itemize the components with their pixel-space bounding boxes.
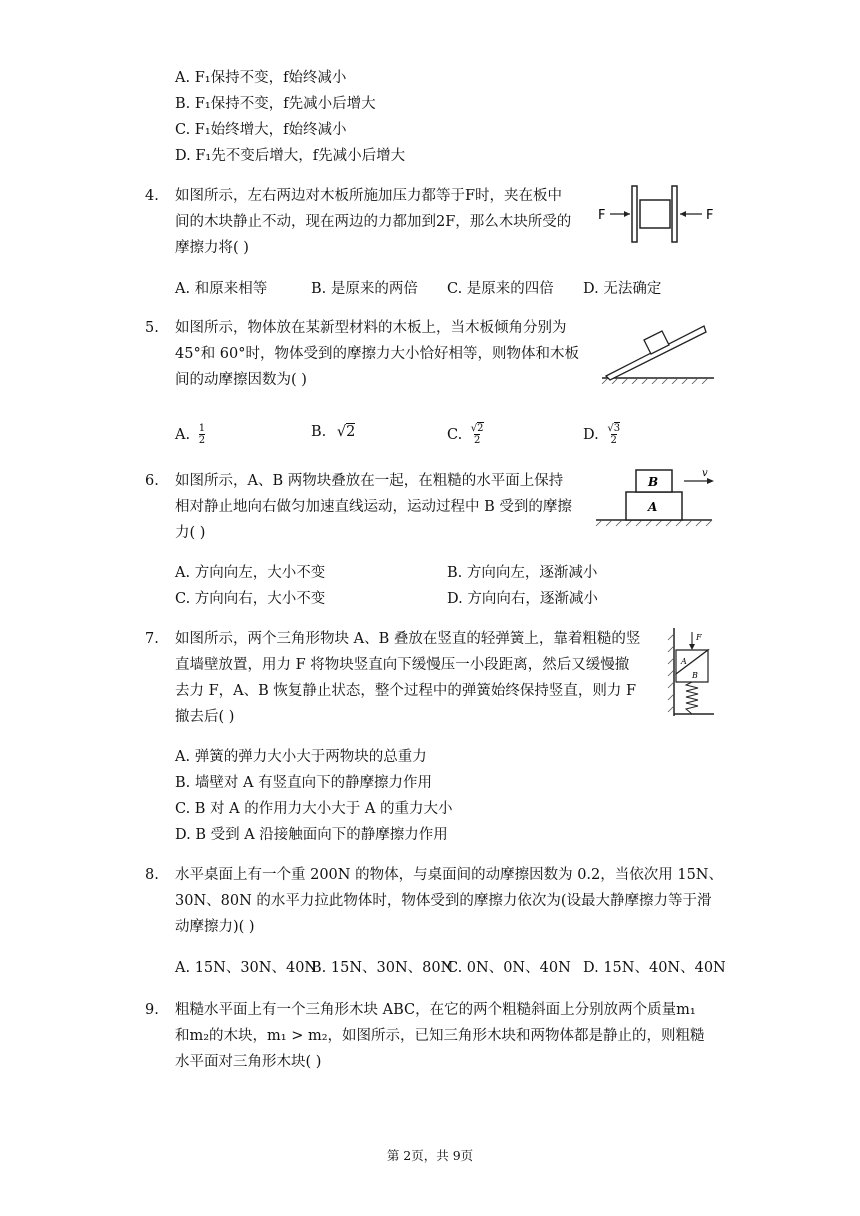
q5-option-c: C. √2 2: [447, 423, 484, 446]
question-text: 相对静止地向右做匀加速直线运动，运动过程中 B 受到的摩擦: [175, 499, 572, 515]
q6-option-d: D. 方向向右，逐渐减小: [447, 591, 598, 607]
clamped-block-figure: [596, 184, 720, 244]
question-text: 摩擦力将( ): [175, 240, 249, 256]
question-text: 间的木块静止不动，现在两边的力都加到2F，那么木块所受的: [175, 214, 572, 230]
q4-option-d: D. 无法确定: [583, 281, 662, 297]
question-number: 7.: [145, 631, 159, 647]
question-text: 和m₂的木块，m₁ > m₂，如图所示，已知三角形木块和两物体都是静止的，则粗糙: [175, 1028, 705, 1044]
question-text: 粗糙水平面上有一个三角形木块 ABC，在它的两个粗糙斜面上分别放两个质量m₁: [175, 1002, 696, 1018]
q8-option-b: B. 15N、30N、80N: [311, 960, 454, 976]
question-text: 撤去后( ): [175, 709, 235, 725]
question-text: 力( ): [175, 525, 206, 541]
question-text: 45°和 60°时，物体受到的摩擦力大小恰好相等，则物体和木板: [175, 346, 580, 362]
force-label: F: [706, 208, 714, 223]
q3-option-a: A. F₁保持不变，f始终减小: [175, 70, 347, 86]
question-number: 4.: [145, 188, 159, 204]
question-number: 5.: [145, 320, 159, 336]
q7-option-b: B. 墙壁对 A 有竖直向下的静摩擦力作用: [175, 775, 433, 791]
block-label-b: B: [648, 475, 659, 489]
q8-option-c: C. 0N、0N、40N: [447, 960, 571, 976]
block-label-a: A: [648, 500, 658, 514]
q8-option-a: A. 15N、30N、40N: [175, 960, 318, 976]
stacked-blocks-figure: [594, 464, 718, 530]
q7-option-c: C. B 对 A 的作用力大小大于 A 的重力大小: [175, 801, 453, 817]
question-text: 水平面对三角形木块( ): [175, 1054, 322, 1070]
question-text: 30N、80N 的水平力拉此物体时，物体受到的摩擦力依次为(设最大静摩擦力等于滑: [175, 893, 712, 909]
force-label: F: [598, 208, 606, 223]
q6-option-b: B. 方向向左，逐渐减小: [447, 565, 598, 581]
q7-option-a: A. 弹簧的弹力大小大于两物块的总重力: [175, 749, 427, 765]
question-text: 水平桌面上有一个重 200N 的物体，与桌面间的动摩擦因数为 0.2，当依次用 15N、: [175, 867, 723, 883]
q6-option-c: C. 方向向右，大小不变: [175, 591, 326, 607]
incline-figure: [600, 314, 718, 384]
q4-option-c: C. 是原来的四倍: [447, 281, 554, 297]
question-text: 动摩擦力)( ): [175, 919, 255, 935]
question-number: 8.: [145, 867, 159, 883]
q7-option-d: D. B 受到 A 沿接触面向下的静摩擦力作用: [175, 827, 448, 843]
block-label-a: A: [681, 657, 687, 666]
question-number: 9.: [145, 1002, 159, 1018]
q4-option-b: B. 是原来的两倍: [311, 281, 418, 297]
q3-option-b: B. F₁保持不变，f先减小后增大: [175, 96, 376, 112]
question-text: 间的动摩擦因数为( ): [175, 372, 307, 388]
question-text: 如图所示，A、B 两物块叠放在一起，在粗糙的水平面上保持: [175, 473, 564, 489]
question-text: 去力 F，A、B 恢复静止状态，整个过程中的弹簧始终保持竖直，则力 F: [175, 683, 637, 699]
velocity-label: v: [702, 468, 708, 479]
block-label-b: B: [692, 671, 698, 680]
question-text: 如图所示，左右两边对木板所施加压力都等于F时，夹在板中: [175, 188, 563, 204]
spring-wall-figure: [664, 626, 716, 718]
q3-option-c: C. F₁始终增大，f始终减小: [175, 122, 347, 138]
q8-option-d: D. 15N、40N、40N: [583, 960, 726, 976]
question-text: 直墙壁放置，用力 F 将物块竖直向下缓慢压一小段距离，然后又缓慢撤: [175, 657, 630, 673]
q5-option-b: B. √2: [311, 424, 356, 440]
force-label: F: [696, 633, 702, 642]
q6-option-a: A. 方向向左，大小不变: [175, 565, 326, 581]
page-footer: 第 2页，共 9页: [386, 1148, 474, 1163]
question-text: 如图所示，两个三角形物块 A、B 叠放在竖直的轻弹簧上，靠着粗糙的竖: [175, 631, 641, 647]
question-text: 如图所示，物体放在某新型材料的木板上，当木板倾角分别为: [175, 320, 567, 336]
q5-option-a: A. 1 2: [175, 423, 206, 446]
q3-option-d: D. F₁先不变后增大，f先减小后增大: [175, 148, 406, 164]
q5-option-d: D. √3 2: [583, 423, 621, 446]
q4-option-a: A. 和原来相等: [175, 281, 268, 297]
question-number: 6.: [145, 473, 159, 489]
